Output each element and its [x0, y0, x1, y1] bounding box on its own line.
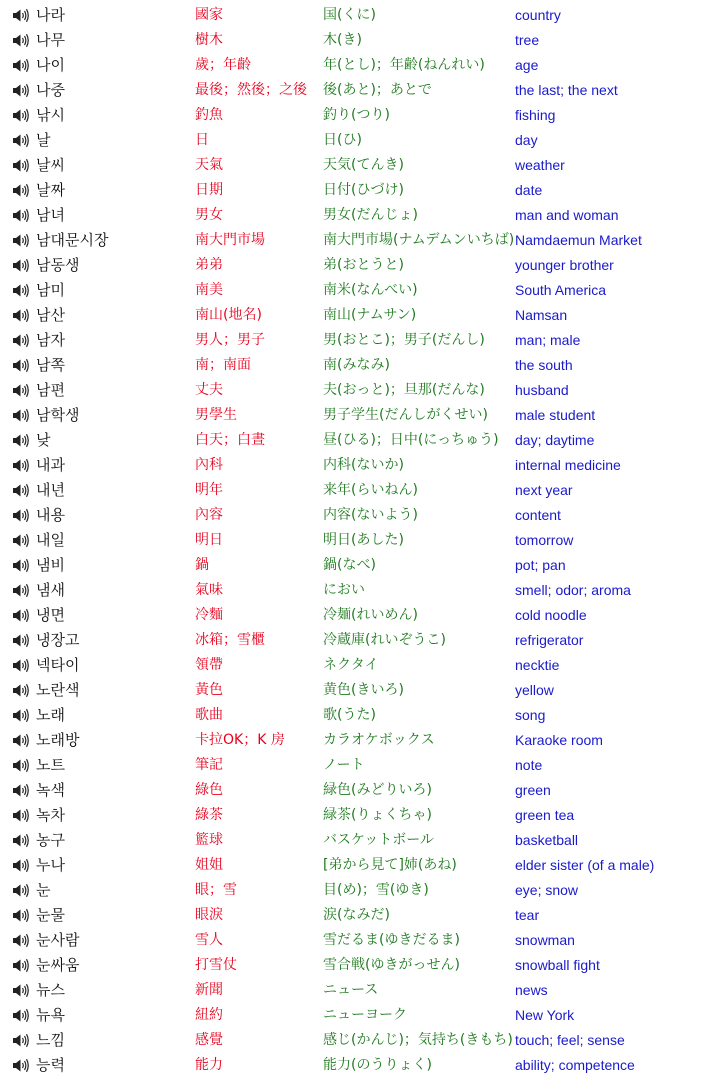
korean-word: 남편 — [36, 381, 65, 399]
vocab-row — [0, 103, 720, 128]
korean-word: 눈싸움 — [36, 956, 80, 974]
hanja-word: 釣魚 — [195, 107, 223, 123]
vocab-row — [0, 828, 720, 853]
hanja-word: 日 — [195, 132, 209, 148]
japanese-word: 緑茶(りょくちゃ) — [323, 807, 432, 823]
vocab-row — [0, 703, 720, 728]
speaker-icon[interactable] — [12, 478, 32, 503]
speaker-icon[interactable] — [12, 303, 32, 328]
english-meaning: weather — [515, 157, 565, 173]
japanese-word: 木(き) — [323, 32, 362, 48]
japanese-word: 夫(おっと)；旦那(だんな) — [323, 382, 485, 398]
speaker-icon[interactable] — [12, 103, 32, 128]
korean-word: 노래방 — [36, 731, 80, 749]
japanese-word: 能力(のうりょく) — [323, 1057, 432, 1073]
hanja-word: 領帶 — [195, 657, 223, 673]
speaker-icon[interactable] — [12, 628, 32, 653]
hanja-word: 能力 — [195, 1057, 223, 1073]
speaker-icon[interactable] — [12, 553, 32, 578]
hanja-word: 日期 — [195, 182, 223, 198]
hanja-word: 黃色 — [195, 682, 223, 698]
hanja-word: 最後；然後；之後 — [195, 82, 307, 98]
speaker-icon[interactable] — [12, 228, 32, 253]
hanja-word: 丈夫 — [195, 382, 223, 398]
japanese-word: 冷蔵庫(れいぞうこ) — [323, 632, 446, 648]
speaker-icon[interactable] — [12, 453, 32, 478]
english-meaning: next year — [515, 482, 573, 498]
english-meaning: eye; snow — [515, 882, 579, 898]
japanese-word: 来年(らいねん) — [323, 482, 418, 498]
korean-word: 날씨 — [36, 156, 65, 174]
vocab-row — [0, 428, 720, 453]
vocab-row — [0, 178, 720, 203]
english-meaning: snowman — [515, 932, 575, 948]
english-meaning: tear — [515, 907, 540, 923]
english-meaning: necktie — [515, 657, 560, 673]
speaker-icon[interactable] — [12, 528, 32, 553]
vocab-row — [0, 528, 720, 553]
japanese-word: 感じ(かんじ)；気持ち(きもち) — [323, 1032, 513, 1048]
korean-word: 남쪽 — [36, 356, 65, 374]
speaker-icon[interactable] — [12, 178, 32, 203]
korean-word: 넥타이 — [36, 656, 80, 674]
english-meaning: date — [515, 182, 543, 198]
speaker-icon[interactable] — [12, 828, 32, 853]
english-meaning: content — [515, 507, 561, 523]
hanja-word: 弟弟 — [195, 257, 223, 273]
japanese-word: 内容(ないよう) — [323, 507, 418, 523]
vocab-row — [0, 78, 720, 103]
japanese-word: 南米(なんべい) — [323, 282, 418, 298]
vocab-row — [0, 1003, 720, 1028]
korean-word: 내용 — [36, 506, 65, 524]
japanese-word: 年(とし)；年齢(ねんれい) — [323, 57, 485, 73]
japanese-word: 目(め)；雪(ゆき) — [323, 882, 429, 898]
vocab-row — [0, 753, 720, 778]
english-meaning: day; daytime — [515, 432, 595, 448]
hanja-word: 南；南面 — [195, 357, 251, 373]
speaker-icon[interactable] — [12, 678, 32, 703]
english-meaning: day — [515, 132, 538, 148]
japanese-word: 鍋(なべ) — [323, 557, 376, 573]
speaker-icon[interactable] — [12, 353, 32, 378]
english-meaning: Namsan — [515, 307, 568, 323]
english-meaning: snowball fight — [515, 957, 600, 973]
vocab-row — [0, 453, 720, 478]
hanja-word: 鍋 — [195, 557, 209, 573]
korean-word: 남녀 — [36, 206, 65, 224]
japanese-word: ネクタイ — [323, 657, 379, 673]
hanja-word: 南山(地名) — [195, 307, 262, 323]
korean-word: 남대문시장 — [36, 231, 109, 249]
korean-word: 눈사람 — [36, 931, 80, 949]
english-meaning: the last; the next — [515, 82, 618, 98]
vocab-row — [0, 578, 720, 603]
vocab-row — [0, 928, 720, 953]
japanese-word: 南山(ナムサン) — [323, 307, 417, 323]
speaker-icon[interactable] — [12, 153, 32, 178]
japanese-word: カラオケボックス — [323, 732, 435, 748]
korean-word: 냉장고 — [36, 631, 80, 649]
japanese-word: 明日(あした) — [323, 532, 404, 548]
english-meaning: New York — [515, 1007, 575, 1023]
speaker-icon[interactable] — [12, 728, 32, 753]
vocab-row — [0, 228, 720, 253]
japanese-word: 日(ひ) — [323, 132, 362, 148]
english-meaning: cold noodle — [515, 607, 587, 623]
japanese-word: 内科(ないか) — [323, 457, 404, 473]
english-meaning: South America — [515, 282, 607, 298]
english-meaning: green — [515, 782, 551, 798]
speaker-icon[interactable] — [12, 903, 32, 928]
english-meaning: yellow — [515, 682, 554, 698]
korean-word: 남동생 — [36, 256, 80, 274]
korean-word: 노래 — [36, 706, 65, 724]
vocab-row — [0, 678, 720, 703]
japanese-word: 南(みなみ) — [323, 357, 390, 373]
vocab-row — [0, 903, 720, 928]
vocab-row — [0, 628, 720, 653]
japanese-word: 釣り(つり) — [323, 107, 390, 123]
japanese-word: 弟(おとうと) — [323, 257, 404, 273]
vocab-row — [0, 978, 720, 1003]
korean-word: 노란색 — [36, 681, 80, 699]
speaker-icon[interactable] — [12, 253, 32, 278]
hanja-word: 歌曲 — [195, 707, 223, 723]
vocab-row — [0, 303, 720, 328]
vocab-row — [0, 853, 720, 878]
japanese-word: 黄色(きいろ) — [323, 682, 404, 698]
speaker-icon[interactable] — [12, 128, 32, 153]
hanja-word: 卡拉OK；K 房 — [195, 732, 285, 748]
korean-word: 날짜 — [36, 181, 65, 199]
vocab-row — [0, 778, 720, 803]
korean-word: 나무 — [36, 31, 65, 49]
vocab-row — [0, 728, 720, 753]
speaker-icon[interactable] — [12, 203, 32, 228]
hanja-word: 冰箱；雪櫃 — [195, 632, 265, 648]
korean-word: 눈 — [36, 881, 51, 899]
hanja-word: 明年 — [195, 482, 223, 498]
hanja-word: 感覺 — [195, 1032, 223, 1048]
english-meaning: ability; competence — [515, 1057, 635, 1073]
speaker-icon[interactable] — [12, 78, 32, 103]
english-meaning: husband — [515, 382, 569, 398]
hanja-word: 筆記 — [195, 757, 223, 773]
speaker-icon[interactable] — [12, 603, 32, 628]
hanja-word: 綠色 — [195, 782, 223, 798]
japanese-word: 男子学生(だんしがくせい) — [323, 407, 488, 423]
korean-word: 남산 — [36, 306, 65, 324]
english-meaning: elder sister (of a male) — [515, 857, 655, 873]
korean-word: 느낌 — [36, 1031, 65, 1049]
japanese-word: 冷麺(れいめん) — [323, 607, 418, 623]
japanese-word: 緑色(みどりいろ) — [323, 782, 432, 798]
vocab-row — [0, 878, 720, 903]
korean-word: 나라 — [36, 6, 65, 24]
korean-word: 내과 — [36, 456, 65, 474]
japanese-word: ニュース — [323, 982, 379, 998]
hanja-word: 國家 — [195, 7, 223, 23]
vocab-row — [0, 153, 720, 178]
korean-word: 누나 — [36, 856, 65, 874]
korean-word: 냄새 — [36, 581, 65, 599]
korean-word: 눈물 — [36, 906, 65, 924]
korean-word: 녹색 — [36, 781, 65, 799]
vocab-row — [0, 953, 720, 978]
english-meaning: Karaoke room — [515, 732, 603, 748]
speaker-icon[interactable] — [12, 953, 32, 978]
english-meaning: younger brother — [515, 257, 614, 273]
hanja-word: 籃球 — [195, 832, 223, 848]
speaker-icon[interactable] — [12, 1028, 32, 1053]
english-meaning: smell; odor; aroma — [515, 582, 631, 598]
speaker-icon[interactable] — [12, 3, 32, 28]
hanja-word: 男女 — [195, 207, 223, 223]
hanja-word: 樹木 — [195, 32, 223, 48]
english-meaning: country — [515, 7, 561, 23]
hanja-word: 眼；雪 — [195, 882, 237, 898]
hanja-word: 歲；年齡 — [195, 57, 251, 73]
speaker-icon[interactable] — [12, 53, 32, 78]
speaker-icon[interactable] — [12, 503, 32, 528]
speaker-icon[interactable] — [12, 378, 32, 403]
hanja-word: 男學生 — [195, 407, 237, 423]
korean-word: 녹차 — [36, 806, 65, 824]
vocab-row — [0, 53, 720, 78]
speaker-icon[interactable] — [12, 1003, 32, 1028]
hanja-word: 姐姐 — [195, 857, 223, 873]
japanese-word: 南大門市場(ナムデムンいちば) — [323, 232, 515, 248]
english-meaning: the south — [515, 357, 573, 373]
hanja-word: 內容 — [195, 507, 223, 523]
hanja-word: 打雪仗 — [195, 957, 237, 973]
korean-word: 날 — [36, 131, 51, 149]
japanese-word: 昼(ひる)；日中(にっちゅう) — [323, 432, 499, 448]
speaker-icon[interactable] — [12, 653, 32, 678]
english-meaning: basketball — [515, 832, 579, 848]
japanese-word: 日付(ひづけ) — [323, 182, 404, 198]
japanese-word: 歌(うた) — [323, 707, 376, 723]
hanja-word: 眼淚 — [195, 907, 223, 923]
korean-word: 남미 — [36, 281, 65, 299]
korean-word: 뉴욕 — [36, 1006, 65, 1024]
japanese-word: 男女(だんじょ) — [323, 207, 418, 223]
english-meaning: man and woman — [515, 207, 619, 223]
english-meaning: tree — [515, 32, 540, 48]
speaker-icon[interactable] — [12, 703, 32, 728]
japanese-word: ノート — [323, 757, 365, 773]
korean-word: 남자 — [36, 331, 65, 349]
english-meaning: Namdaemun Market — [515, 232, 642, 248]
vocab-row — [0, 328, 720, 353]
hanja-word: 男人；男子 — [195, 332, 265, 348]
korean-word: 농구 — [36, 831, 65, 849]
speaker-icon[interactable] — [12, 778, 32, 803]
vocab-row — [0, 278, 720, 303]
vocab-row — [0, 128, 720, 153]
japanese-word: ニューヨーク — [323, 1007, 407, 1023]
english-meaning: fishing — [515, 107, 556, 123]
speaker-icon[interactable] — [12, 928, 32, 953]
hanja-word: 天氣 — [195, 157, 223, 173]
english-meaning: song — [515, 707, 546, 723]
english-meaning: tomorrow — [515, 532, 574, 548]
vocab-row — [0, 3, 720, 28]
speaker-icon[interactable] — [12, 428, 32, 453]
japanese-word: 雪合戦(ゆきがっせん) — [323, 957, 460, 973]
english-meaning: note — [515, 757, 543, 773]
vocab-row — [0, 503, 720, 528]
vocab-row — [0, 603, 720, 628]
vocab-row — [0, 28, 720, 53]
vocab-row — [0, 253, 720, 278]
speaker-icon[interactable] — [12, 328, 32, 353]
vocab-row — [0, 403, 720, 428]
vocab-row — [0, 653, 720, 678]
vocab-row — [0, 378, 720, 403]
hanja-word: 南大門市場 — [195, 232, 265, 248]
english-meaning: internal medicine — [515, 457, 621, 473]
speaker-icon[interactable] — [12, 278, 32, 303]
hanja-word: 紐約 — [195, 1007, 223, 1023]
hanja-word: 冷麵 — [195, 607, 223, 623]
speaker-icon[interactable] — [12, 403, 32, 428]
korean-word: 낮 — [36, 431, 51, 449]
japanese-word: 国(くに) — [323, 7, 376, 23]
english-meaning: news — [515, 982, 548, 998]
english-meaning: male student — [515, 407, 596, 423]
japanese-word: [弟から見て]姉(あね) — [323, 857, 457, 873]
speaker-icon[interactable] — [12, 803, 32, 828]
japanese-word: バスケットボール — [323, 832, 435, 848]
vocab-row — [0, 1028, 720, 1053]
korean-word: 남학생 — [36, 406, 80, 424]
speaker-icon[interactable] — [12, 1053, 32, 1078]
vocab-row — [0, 553, 720, 578]
english-meaning: pot; pan — [515, 557, 566, 573]
vocab-row — [0, 1053, 720, 1078]
english-meaning: green tea — [515, 807, 575, 823]
korean-word: 냄비 — [36, 556, 65, 574]
japanese-word: 後(あと)；あとで — [323, 82, 432, 98]
english-meaning: man; male — [515, 332, 581, 348]
vocab-row — [0, 203, 720, 228]
korean-word: 내일 — [36, 531, 65, 549]
english-meaning: touch; feel; sense — [515, 1032, 625, 1048]
japanese-word: 天気(てんき) — [323, 157, 404, 173]
korean-word: 냉면 — [36, 606, 65, 624]
korean-word: 나중 — [36, 81, 65, 99]
japanese-word: 涙(なみだ) — [323, 907, 390, 923]
vocab-row — [0, 803, 720, 828]
hanja-word: 氣味 — [195, 582, 223, 598]
hanja-word: 白天；白晝 — [195, 432, 265, 448]
speaker-icon[interactable] — [12, 878, 32, 903]
hanja-word: 綠茶 — [195, 807, 223, 823]
hanja-word: 內科 — [195, 457, 223, 473]
korean-word: 능력 — [36, 1056, 65, 1074]
vocab-row — [0, 478, 720, 503]
speaker-icon[interactable] — [12, 978, 32, 1003]
speaker-icon[interactable] — [12, 578, 32, 603]
japanese-word: 雪だるま(ゆきだるま) — [323, 932, 460, 948]
hanja-word: 明日 — [195, 532, 223, 548]
english-meaning: age — [515, 57, 539, 73]
korean-word: 낚시 — [36, 106, 65, 124]
speaker-icon[interactable] — [12, 853, 32, 878]
hanja-word: 南美 — [195, 282, 223, 298]
speaker-icon[interactable] — [12, 753, 32, 778]
english-meaning: refrigerator — [515, 632, 584, 648]
japanese-word: 男(おとこ)；男子(だんし) — [323, 332, 485, 348]
korean-word: 내년 — [36, 481, 65, 499]
vocab-row — [0, 353, 720, 378]
korean-word: 노트 — [36, 756, 65, 774]
speaker-icon[interactable] — [12, 28, 32, 53]
korean-word: 뉴스 — [36, 981, 65, 999]
japanese-word: におい — [323, 582, 365, 598]
hanja-word: 雪人 — [195, 932, 223, 948]
hanja-word: 新聞 — [195, 982, 223, 998]
korean-word: 나이 — [36, 56, 65, 74]
